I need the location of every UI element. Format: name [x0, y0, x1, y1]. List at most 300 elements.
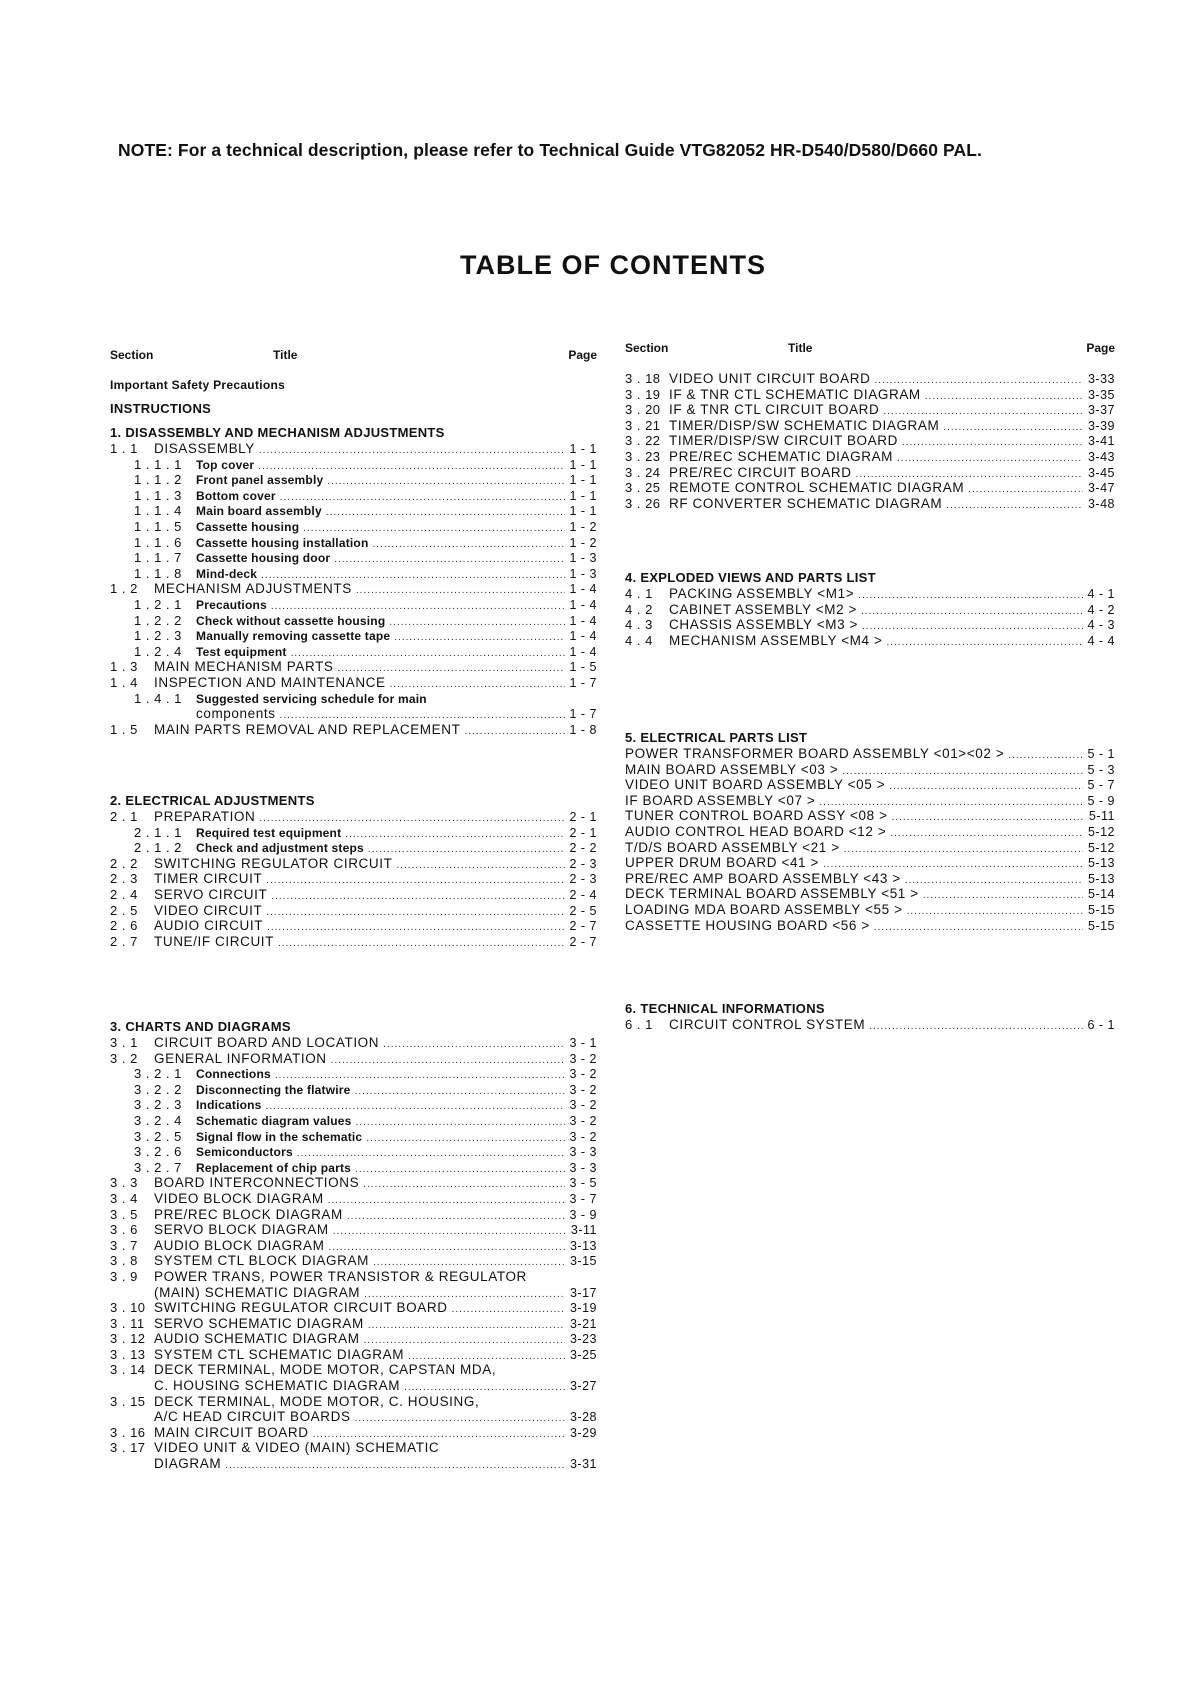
toc-entry: [110, 1222, 597, 1238]
toc-entry-number: 3 . 11: [110, 1315, 145, 1331]
toc-entry: [110, 613, 597, 629]
toc-entry-page: 2 - 7: [569, 919, 597, 934]
chapter-3: [110, 1019, 597, 1472]
toc-entry-title: IF & TNR CTL SCHEMATIC DIAGRAM: [669, 386, 921, 402]
toc-entry: [625, 602, 1115, 618]
toc-entry-number: 3 . 4: [110, 1190, 138, 1206]
toc-entry-number: 3 . 1: [110, 1035, 138, 1050]
right-column: [625, 341, 1115, 1061]
toc-entry-page: 3-11: [570, 1223, 597, 1238]
toc-entry: [625, 793, 1115, 809]
toc-entry-title: DISASSEMBLY: [154, 441, 255, 456]
toc-entry-page: 3-17: [569, 1285, 597, 1300]
note-line: NOTE: For a technical description, please refer to Technical Guide VTG82052 HR-D540/D580/D660 PAL.: [118, 140, 983, 160]
toc-entry-page: 4 - 1: [1087, 587, 1115, 601]
toc-entry-number: 3 . 7: [110, 1237, 138, 1253]
dot-leader: [874, 920, 1083, 936]
toc-entry: [110, 1129, 597, 1145]
header-section: Section: [625, 341, 669, 355]
toc-entry-title: Cassette housing door: [196, 551, 331, 566]
left-column: [110, 348, 597, 1472]
toc-entry-number: 3 . 2 . 7: [134, 1159, 182, 1175]
toc-entry: [110, 1253, 597, 1269]
toc-entry-number: 3 . 6: [110, 1222, 138, 1238]
toc-entry-page: 5-11: [1088, 809, 1115, 824]
toc-entry-title: MAIN CIRCUIT BOARD: [154, 1424, 309, 1440]
toc-entry-number: 1 . 1 . 6: [134, 534, 182, 550]
toc-entry: [110, 488, 597, 504]
toc-entry-page: 3-15: [569, 1254, 597, 1269]
toc-entry-number: 3 . 14: [110, 1362, 146, 1378]
toc-entry: [625, 746, 1115, 762]
toc-entry-number: 2 . 1 . 2: [134, 840, 182, 856]
toc-entry: [110, 934, 597, 950]
toc-entry-page: 3 - 9: [569, 1207, 597, 1222]
toc-entry-title: CHASSIS ASSEMBLY <M3 >: [669, 617, 859, 633]
chapter-1-heading: 1. DISASSEMBLY AND MECHANISM ADJUSTMENTS: [110, 425, 445, 440]
header-title: Title: [273, 348, 298, 362]
toc-entry-page: 1 - 1: [569, 473, 597, 488]
toc-entry-number: 2 . 5: [110, 902, 138, 918]
chapter-1-list: [110, 441, 597, 737]
toc-entry-number: 4 . 3: [625, 617, 653, 633]
toc-entry-number: 3 . 26: [625, 495, 661, 511]
toc-entry-number: 3 . 18: [625, 371, 661, 386]
toc-entry-page: 3-47: [1087, 481, 1115, 496]
toc-entry-number: 3 . 15: [110, 1393, 146, 1409]
toc-entry-page: 5-12: [1087, 840, 1115, 855]
toc-entry-number: 3 . 24: [625, 464, 661, 480]
chapter-6: [625, 1001, 1115, 1033]
toc-entry-title: MECHANISM ADJUSTMENTS: [154, 581, 352, 597]
toc-entry: [110, 1191, 597, 1207]
toc-entry: [110, 1113, 597, 1129]
toc-entry: [110, 840, 597, 856]
toc-entry-number: 2 . 3: [110, 871, 138, 887]
toc-entry-number: 1 . 1 . 4: [134, 503, 182, 519]
toc-entry-number: 1 . 1 . 5: [134, 518, 182, 534]
toc-entry-title: UPPER DRUM BOARD <41 >: [625, 855, 819, 871]
toc-entry-page: 3-29: [569, 1425, 597, 1440]
header-page: Page: [1086, 341, 1115, 355]
toc-entry-title: VIDEO BLOCK DIAGRAM: [154, 1190, 324, 1206]
toc-entry-title: DECK TERMINAL, MODE MOTOR, CAPSTAN MDA,: [154, 1362, 497, 1378]
toc-entry-title: Connections: [196, 1067, 271, 1082]
toc-entry-page: 3 - 2: [569, 1098, 597, 1113]
toc-entry: [110, 1347, 597, 1363]
toc-entry-title: CABINET ASSEMBLY <M2 >: [669, 601, 858, 617]
toc-entry-number: 3 . 2: [110, 1050, 138, 1066]
toc-entry-title: Check without cassette housing: [196, 613, 386, 628]
toc-entry-number: 1 . 1 . 8: [134, 565, 182, 581]
toc-entry-title: PRE/REC AMP BOARD ASSEMBLY <43 >: [625, 870, 901, 886]
toc-entry-title: REMOTE CONTROL SCHEMATIC DIAGRAM: [669, 480, 965, 496]
toc-entry-number: 1 . 2 . 1: [134, 596, 182, 612]
toc-entry-page: 3 - 3: [569, 1160, 597, 1175]
toc-entry-title: LOADING MDA BOARD ASSEMBLY <55 >: [625, 901, 903, 917]
toc-entry-number: 3 . 17: [110, 1440, 146, 1456]
toc-entry: [625, 762, 1115, 778]
toc-entry-page: 3-35: [1087, 387, 1115, 402]
toc-entry-number: 3 . 2 . 6: [134, 1144, 182, 1160]
toc-entry: [110, 1394, 597, 1410]
toc-entry: [110, 472, 597, 488]
toc-entry-page: 5-13: [1087, 856, 1115, 871]
dot-leader: [278, 936, 565, 952]
toc-entry-title: VIDEO UNIT CIRCUIT BOARD: [669, 371, 871, 386]
chapter-6-heading: 6. TECHNICAL INFORMATIONS: [625, 1001, 825, 1016]
toc-entry-title: Front panel assembly: [196, 473, 324, 488]
toc-entry: [625, 496, 1115, 512]
toc-entry-title: DECK TERMINAL, MODE MOTOR, C. HOUSING,: [154, 1393, 480, 1409]
toc-entry-page: 1 - 2: [569, 535, 597, 550]
toc-entry-page: 3-41: [1087, 434, 1115, 449]
toc-entry-number: 2 . 7: [110, 933, 138, 949]
toc-entry-page: 3 - 3: [569, 1145, 597, 1160]
toc-entry-number: 6 . 1: [625, 1017, 653, 1032]
toc-entry: [110, 1097, 597, 1113]
toc-entry-title: IF BOARD ASSEMBLY <07 >: [625, 792, 816, 808]
toc-entry-page: 3 - 7: [569, 1191, 597, 1206]
toc-entry: [110, 597, 597, 613]
page-title: TABLE OF CONTENTS: [460, 250, 766, 280]
toc-entry-title: TUNE/IF CIRCUIT: [154, 933, 274, 949]
toc-entry-number: 1 . 1 . 7: [134, 550, 182, 566]
toc-entry-page: 2 - 5: [569, 903, 597, 918]
chapter-3-continued: [625, 371, 1115, 511]
toc-entry: [110, 903, 597, 919]
toc-entry-page: 1 - 2: [569, 519, 597, 534]
toc-entry: [110, 457, 597, 473]
dot-leader: [225, 1458, 565, 1474]
toc-entry-page: 4 - 4: [1087, 633, 1115, 648]
toc-entry-number: 3 . 9: [110, 1268, 138, 1284]
toc-entry-title: MAIN MECHANISM PARTS: [154, 659, 334, 675]
toc-entry-page: 3 - 2: [569, 1113, 597, 1128]
toc-entry-title: PRE/REC SCHEMATIC DIAGRAM: [669, 448, 894, 464]
toc-entry-title: BOARD INTERCONNECTIONS: [154, 1175, 360, 1191]
header-section: Section: [110, 348, 154, 362]
toc-entry: [625, 777, 1115, 793]
toc-entry-title: Suggested servicing schedule for main: [196, 691, 427, 706]
toc-entry-number: 3 . 16: [110, 1424, 146, 1440]
toc-entry: [110, 535, 597, 551]
toc-entry-number: 3 . 22: [625, 433, 661, 449]
toc-entry-page: 1 - 7: [569, 675, 597, 690]
toc-entry-number: 3 . 8: [110, 1253, 138, 1269]
chapter-3-heading: 3. CHARTS AND DIAGRAMS: [110, 1019, 291, 1034]
chapter-5: [625, 730, 1115, 933]
toc-entry-title: PACKING ASSEMBLY <M1>: [669, 586, 855, 601]
toc-entry-page: 1 - 3: [569, 566, 597, 581]
toc-entry-number: 3 . 13: [110, 1346, 146, 1362]
chapter-2-heading: 2. ELECTRICAL ADJUSTMENTS: [110, 793, 315, 808]
toc-entry-page: 1 - 8: [569, 722, 597, 737]
toc-entry: [110, 887, 597, 903]
toc-entry-page: 2 - 3: [569, 872, 597, 887]
dot-leader: [869, 1019, 1083, 1035]
toc-entry-title: SERVO CIRCUIT: [154, 886, 268, 902]
toc-entry: [625, 402, 1115, 418]
toc-entry-title: SWITCHING REGULATOR CIRCUIT: [154, 855, 393, 871]
toc-entry-title: POWER TRANS, POWER TRANSISTOR & REGULATOR: [154, 1268, 527, 1284]
toc-entry: [625, 886, 1115, 902]
instructions-heading: INSTRUCTIONS: [110, 401, 212, 416]
toc-entry: [110, 675, 597, 691]
toc-entry-title: TIMER CIRCUIT: [154, 871, 263, 887]
toc-entry-title: Bottom cover: [196, 488, 276, 503]
toc-entry: [110, 871, 597, 887]
toc-entry-title: AUDIO CIRCUIT: [154, 918, 264, 934]
toc-entry-number: 1 . 4: [110, 674, 138, 690]
toc-entry-page: 3-33: [1087, 372, 1115, 386]
toc-entry-title: Cassette housing installation: [196, 535, 369, 550]
left-column-header: [110, 348, 597, 364]
toc-entry-page: 2 - 1: [569, 810, 597, 824]
toc-entry-page: 3-25: [569, 1347, 597, 1362]
toc-entry-page: 3 - 2: [569, 1067, 597, 1082]
toc-entry-page: 5 - 7: [1087, 778, 1115, 793]
toc-entry-page: 3-39: [1087, 418, 1115, 433]
toc-entry-title: Test equipment: [196, 644, 287, 659]
toc-entry: [110, 1035, 597, 1051]
toc-entry-number: 1 . 1 . 2: [134, 472, 182, 488]
toc-entry: [110, 1300, 597, 1316]
toc-entry-page: 5-12: [1087, 824, 1115, 839]
toc-entry-title: TUNER CONTROL BOARD ASSY <08 >: [625, 808, 888, 824]
toc-entry-title: SERVO BLOCK DIAGRAM: [154, 1222, 329, 1238]
toc-entry-title: AUDIO SCHEMATIC DIAGRAM: [154, 1331, 360, 1347]
toc-entry-title: TIMER/DISP/SW SCHEMATIC DIAGRAM: [669, 417, 940, 433]
toc-entry-title: Check and adjustment steps: [196, 841, 364, 856]
toc-entry-page: 4 - 2: [1087, 602, 1115, 617]
toc-entry-page: 3-28: [569, 1410, 597, 1425]
toc-entry-title: IF & TNR CTL CIRCUIT BOARD: [669, 402, 880, 418]
toc-entry-title: Replacement of chip parts: [196, 1160, 352, 1175]
toc-entry: [110, 691, 597, 707]
chapter-4-list: [625, 586, 1115, 648]
toc-entry-number: 1 . 2 . 3: [134, 628, 182, 644]
toc-entry: [110, 1409, 597, 1425]
toc-entry-number: 3 . 3: [110, 1175, 138, 1191]
toc-entry-page: 2 - 7: [569, 934, 597, 949]
toc-entry-page: 1 - 4: [569, 582, 597, 597]
toc-entry: [110, 825, 597, 841]
toc-entry-title: Mind-deck: [196, 566, 258, 581]
toc-entry-page: 5-15: [1087, 918, 1115, 933]
toc-entry-title: PREPARATION: [154, 809, 256, 824]
toc-entry-page: 1 - 1: [569, 504, 597, 519]
toc-entry-number: 1 . 4 . 1: [134, 690, 182, 706]
toc-entry: [625, 808, 1115, 824]
toc-entry-number: 3 . 20: [625, 402, 661, 418]
toc-entry-title: VIDEO UNIT & VIDEO (MAIN) SCHEMATIC: [154, 1440, 440, 1456]
toc-entry: [110, 1362, 597, 1378]
toc-entry: [110, 1066, 597, 1082]
toc-entry: [625, 418, 1115, 434]
toc-entry-page: 1 - 1: [569, 457, 597, 472]
toc-entry: [110, 441, 597, 457]
toc-entry-title: MAIN BOARD ASSEMBLY <03 >: [625, 761, 839, 777]
toc-entry: [110, 503, 597, 519]
chapter-3-continued-list: [625, 371, 1115, 511]
toc-entry-page: 1 - 1: [569, 442, 597, 456]
dot-leader: [464, 724, 565, 740]
toc-entry-page: 6 - 1: [1087, 1018, 1115, 1032]
toc-entry-title: CIRCUIT BOARD AND LOCATION: [154, 1035, 380, 1050]
chapter-3-list: [110, 1035, 597, 1472]
toc-entry-number: 1 . 5: [110, 721, 138, 737]
toc-entry: [110, 644, 597, 660]
toc-entry-page: 1 - 5: [569, 660, 597, 675]
toc-entry: [625, 449, 1115, 465]
toc-entry-page: 3 - 1: [569, 1036, 597, 1050]
toc-entry: [625, 371, 1115, 387]
toc-entry-title: SYSTEM CTL BLOCK DIAGRAM: [154, 1253, 369, 1269]
toc-entry: [625, 902, 1115, 918]
toc-entry-page: 3-48: [1087, 496, 1115, 511]
toc-entry-page: 5-15: [1087, 902, 1115, 917]
toc-entry-title: TIMER/DISP/SW CIRCUIT BOARD: [669, 433, 898, 449]
toc-entry-title: SWITCHING REGULATOR CIRCUIT BOARD: [154, 1300, 448, 1316]
toc-entry: [110, 1269, 597, 1285]
toc-entry-number: 2 . 4: [110, 886, 138, 902]
toc-entry-page: 1 - 4: [569, 597, 597, 612]
toc-entry-number: 1 . 2: [110, 581, 138, 597]
header-page: Page: [568, 348, 597, 362]
toc-entry-number: 4 . 1: [625, 586, 653, 601]
toc-entry-title: Schematic diagram values: [196, 1113, 352, 1128]
right-column-header: [625, 341, 1115, 357]
toc-entry-title: Required test equipment: [196, 825, 342, 840]
toc-entry-title: Indications: [196, 1098, 262, 1113]
toc-entry-page: 3-45: [1087, 465, 1115, 480]
toc-entry-title: Signal flow in the schematic: [196, 1129, 363, 1144]
toc-entry-number: 3 . 2 . 4: [134, 1112, 182, 1128]
toc-entry: [110, 519, 597, 535]
toc-entry-page: 5-14: [1087, 887, 1115, 902]
toc-entry-number: 3 . 12: [110, 1331, 146, 1347]
toc-entry-title: AUDIO BLOCK DIAGRAM: [154, 1237, 325, 1253]
toc-entry-number: 3 . 23: [625, 448, 661, 464]
toc-entry-title: DECK TERMINAL BOARD ASSEMBLY <51 >: [625, 886, 919, 902]
toc-entry-title: GENERAL INFORMATION: [154, 1050, 327, 1066]
toc-entry: [625, 918, 1115, 934]
toc-entry-title: A/C HEAD CIRCUIT BOARDS: [154, 1409, 351, 1425]
toc-entry: [110, 1285, 597, 1301]
chapter-6-list: [625, 1017, 1115, 1033]
toc-entry: [110, 1316, 597, 1332]
toc-entry: [110, 566, 597, 582]
toc-entry-title: POWER TRANSFORMER BOARD ASSEMBLY <01><02 >: [625, 746, 1005, 761]
toc-entry: [110, 1456, 597, 1472]
toc-entry-title: Main board assembly: [196, 504, 322, 519]
toc-entry-number: 1 . 3: [110, 659, 138, 675]
toc-entry-title: Top cover: [196, 457, 255, 472]
toc-entry: [625, 840, 1115, 856]
toc-entry-page: 1 - 7: [569, 707, 597, 722]
toc-entry: [110, 1331, 597, 1347]
toc-entry-title: CIRCUIT CONTROL SYSTEM: [669, 1017, 866, 1032]
toc-entry: [110, 659, 597, 675]
toc-entry-number: 3 . 5: [110, 1206, 138, 1222]
toc-entry-page: 1 - 4: [569, 629, 597, 644]
toc-entry-page: 3-37: [1087, 403, 1115, 418]
toc-entry-title: MAIN PARTS REMOVAL AND REPLACEMENT: [154, 721, 461, 737]
toc-entry-page: 3 - 2: [569, 1051, 597, 1066]
toc-entry-page: 1 - 4: [569, 644, 597, 659]
toc-entry-page: 3-31: [569, 1457, 597, 1472]
toc-entry: [110, 1144, 597, 1160]
toc-entry: [625, 871, 1115, 887]
toc-entry-number: 1 . 1 . 3: [134, 487, 182, 503]
toc-entry: [110, 581, 597, 597]
toc-entry-page: 5-13: [1087, 871, 1115, 886]
toc-entry: [110, 1378, 597, 1394]
toc-entry-title: MECHANISM ASSEMBLY <M4 >: [669, 632, 883, 648]
toc-entry-number: 4 . 2: [625, 601, 653, 617]
toc-entry: [110, 1440, 597, 1456]
toc-entry-page: 3-13: [569, 1238, 597, 1253]
toc-entry-number: 4 . 4: [625, 632, 653, 648]
toc-entry: [625, 433, 1115, 449]
toc-entry: [625, 465, 1115, 481]
toc-entry-number: 2 . 1 . 1: [134, 824, 182, 840]
toc-entry-page: 3-19: [569, 1301, 597, 1316]
toc-entry-title: VIDEO UNIT BOARD ASSEMBLY <05 >: [625, 777, 886, 793]
toc-entry-title: Semiconductors: [196, 1145, 293, 1160]
toc-entry: [110, 550, 597, 566]
toc-entry-title: T/D/S BOARD ASSEMBLY <21 >: [625, 839, 840, 855]
toc-entry-page: 2 - 1: [569, 825, 597, 840]
toc-entry: [625, 855, 1115, 871]
toc-entry-title: Manually removing cassette tape: [196, 629, 391, 644]
toc-entry-title: Disconnecting the flatwire: [196, 1082, 351, 1097]
toc-entry: [110, 1238, 597, 1254]
toc-entry-page: 3-27: [569, 1379, 597, 1394]
toc-entry-number: 3 . 2 . 2: [134, 1081, 182, 1097]
chapter-2-list: [110, 809, 597, 949]
toc-entry-title: INSPECTION AND MAINTENANCE: [154, 674, 386, 690]
toc-entry-page: 2 - 4: [569, 887, 597, 902]
toc-entry-page: 5 - 3: [1087, 762, 1115, 777]
chapter-4-heading: 4. EXPLODED VIEWS AND PARTS LIST: [625, 570, 876, 585]
toc-entry-title: AUDIO CONTROL HEAD BOARD <12 >: [625, 823, 887, 839]
toc-entry-number: 1 . 1 . 1: [134, 456, 182, 472]
toc-entry-title: PRE/REC BLOCK DIAGRAM: [154, 1206, 343, 1222]
toc-entry-title: SYSTEM CTL SCHEMATIC DIAGRAM: [154, 1346, 405, 1362]
toc-entry-page: 4 - 3: [1087, 618, 1115, 633]
toc-entry-title: CASSETTE HOUSING BOARD <56 >: [625, 917, 870, 933]
toc-entry-number: 3 . 2 . 5: [134, 1128, 182, 1144]
toc-entry-number: 3 . 10: [110, 1300, 146, 1316]
toc-entry: [110, 918, 597, 934]
toc-entry-page: 5 - 9: [1087, 793, 1115, 808]
toc-entry: [625, 480, 1115, 496]
toc-entry-number: 2 . 2: [110, 855, 138, 871]
toc-entry-number: 3 . 2 . 1: [134, 1066, 182, 1082]
toc-entry-number: 3 . 2 . 3: [134, 1097, 182, 1113]
toc-entry-page: 1 - 4: [569, 613, 597, 628]
toc-entry: [110, 1207, 597, 1223]
dot-leader: [946, 498, 1083, 514]
toc-entry-page: 1 - 3: [569, 551, 597, 566]
toc-entry-page: 3-23: [569, 1332, 597, 1347]
toc-entry: [625, 824, 1115, 840]
header-title: Title: [788, 341, 813, 355]
toc-entry-page: 3 - 2: [569, 1129, 597, 1144]
toc-entry: [110, 722, 597, 738]
